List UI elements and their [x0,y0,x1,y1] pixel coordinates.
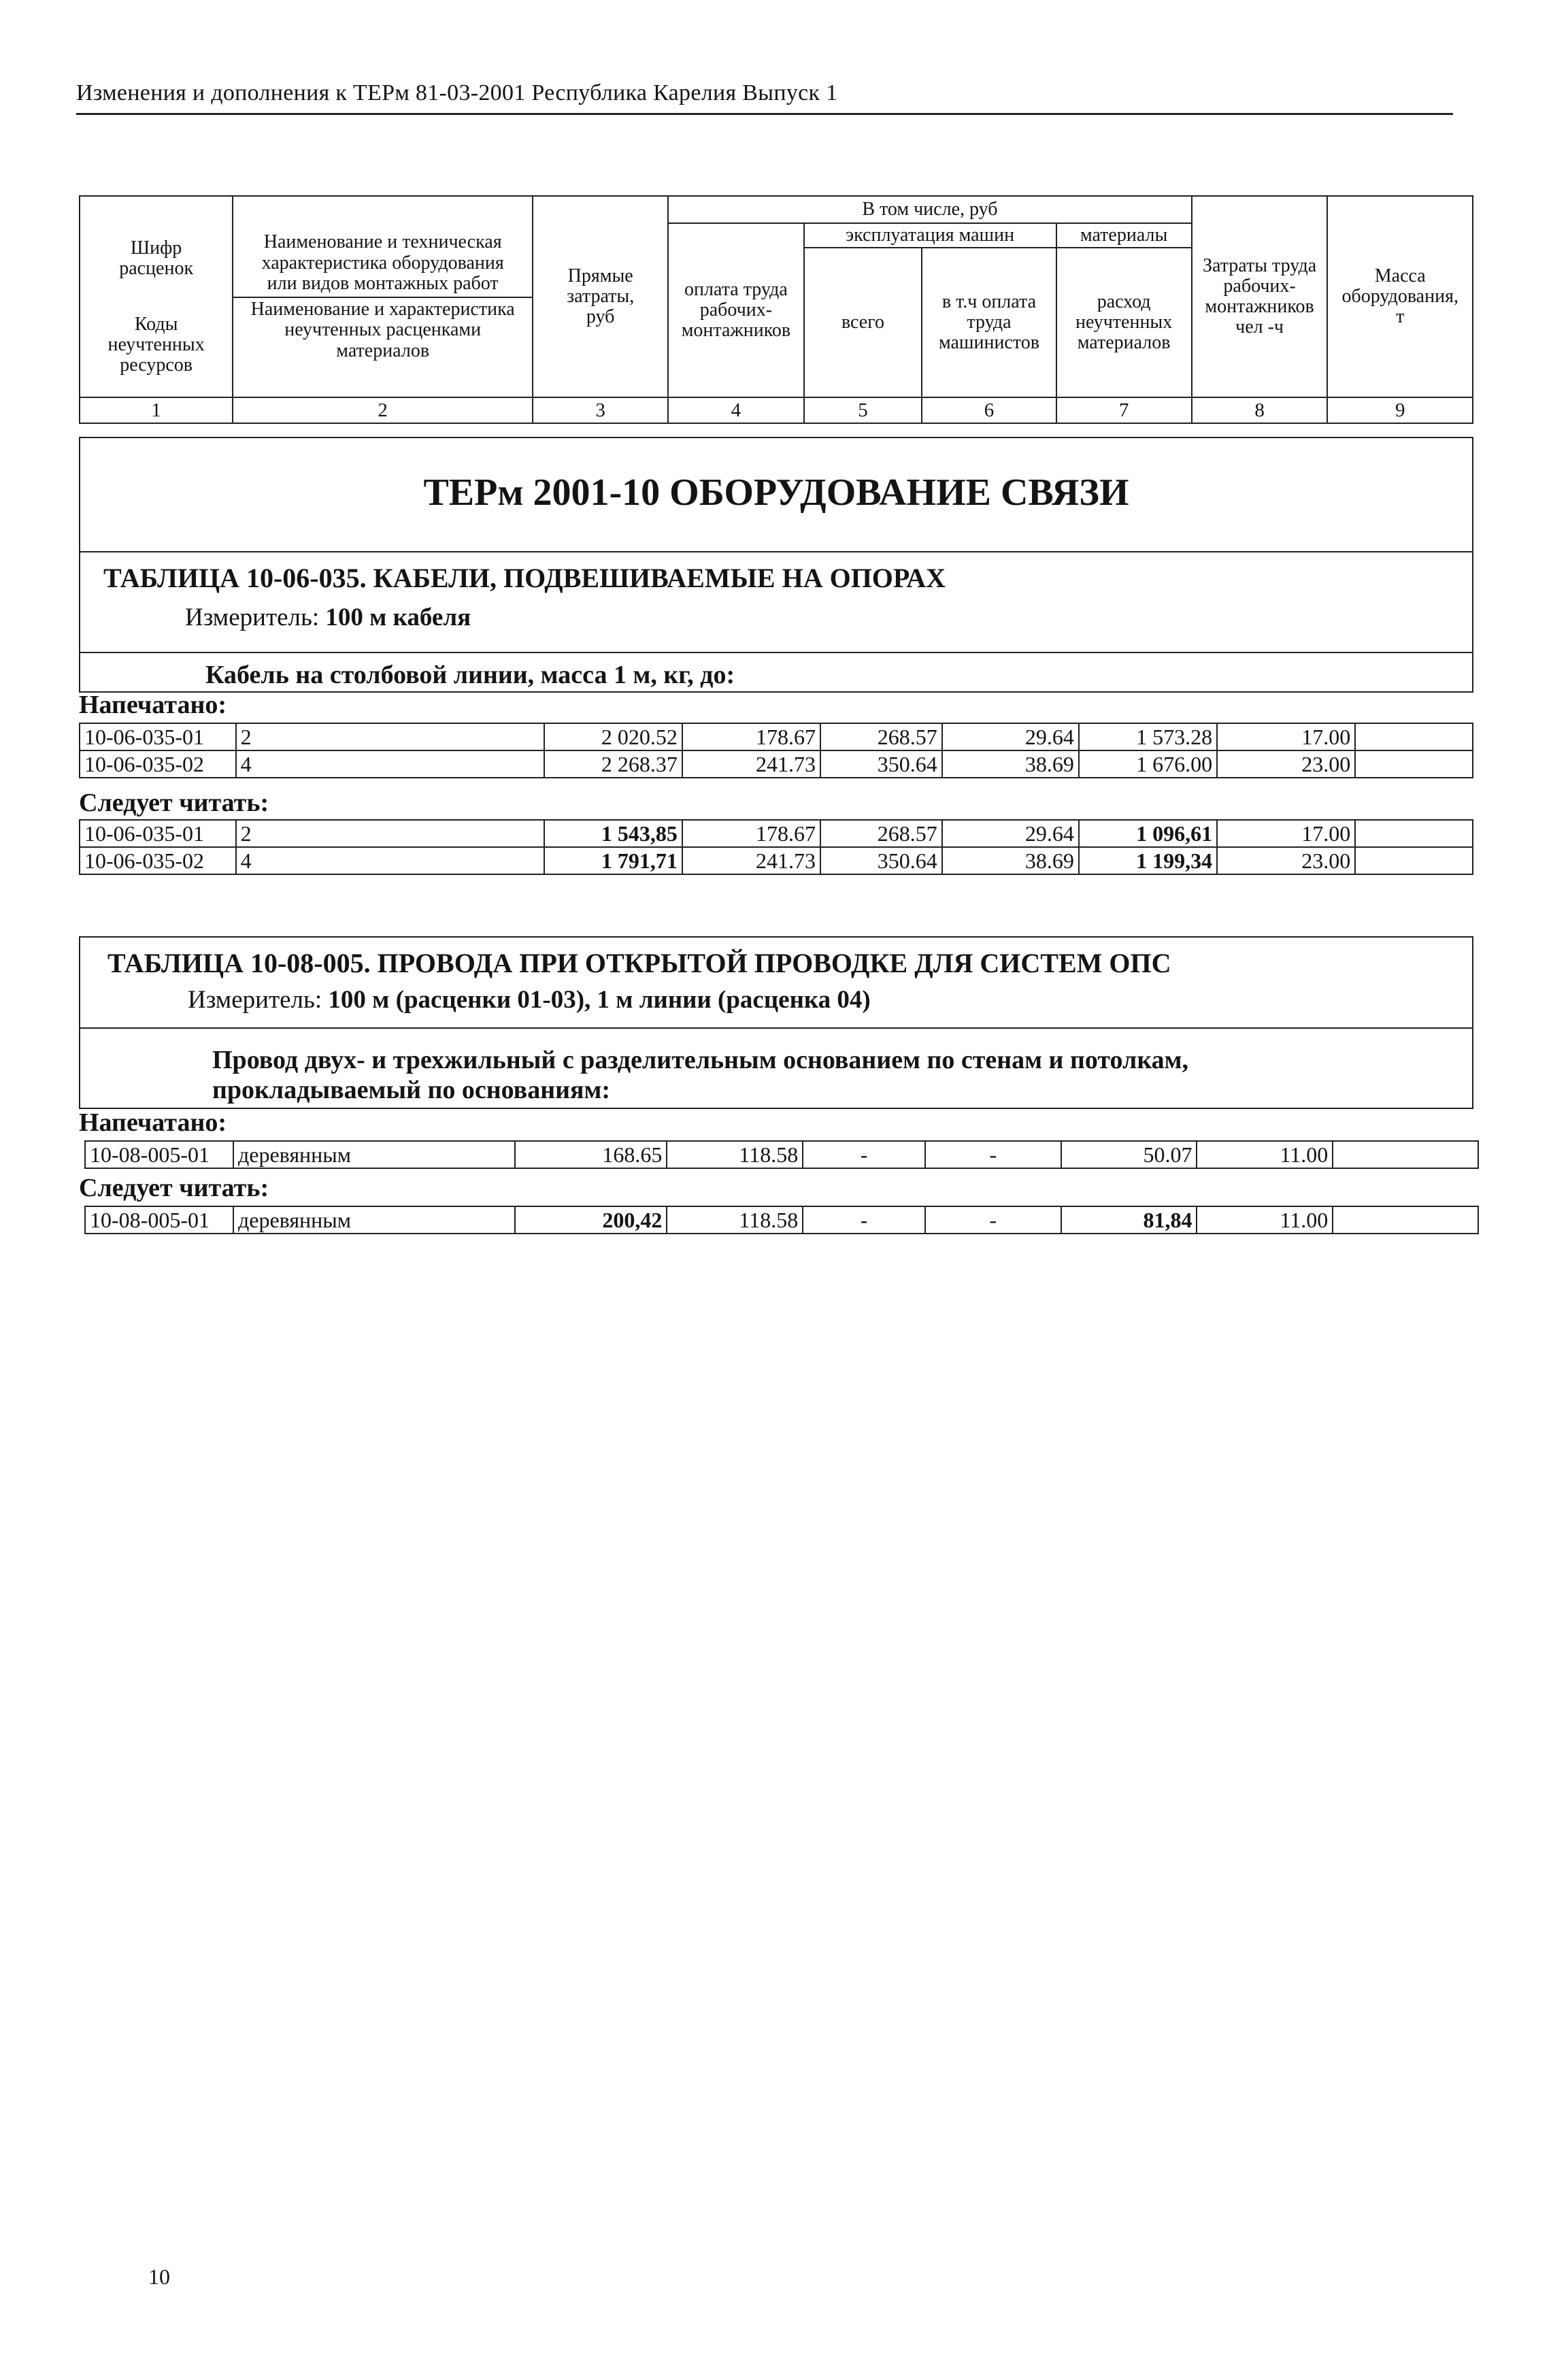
page-number: 10 [148,2264,170,2289]
col-code [80,196,233,397]
table1-printed-label: Напечатано: [79,691,227,719]
table-row [80,847,1473,874]
cell-mass [1355,750,1473,778]
cell-name: 4 [236,847,544,874]
cell-direct: 168.65 [515,1141,667,1168]
col-code-top: Шифр расценок [119,237,194,279]
table2-subtitle-line1: Провод двух- и трехжильный с разделительным основанием по стенам и потолкам, [212,1046,1189,1074]
table2-subtitle-line2: прокладываемый по основаниям: [212,1076,611,1104]
col-number: 4 [668,397,803,423]
col-name-bottom: Наименование и характеристика неучтенных расценками материалов [250,299,515,361]
col-number: 1 [80,397,233,423]
col-machines: эксплуатация машин [804,223,1056,248]
cell-materials: 81,84 [1061,1206,1197,1234]
table2-meter-value: 100 м (расценки 01-03), 1 м линии (расценка 04) [328,986,871,1014]
table1-title: ТАБЛИЦА 10-06-035. КАБЕЛИ, ПОДВЕШИВАЕМЫЕ НА ОПОРАХ [103,563,946,593]
table2-meter-label: Измеритель: [188,986,329,1014]
table2-printed-label: Напечатано: [79,1108,227,1137]
col-direct-costs: Прямые затраты, руб [533,196,668,397]
cell-machinists: 29.64 [942,820,1079,847]
table-row [85,1206,1478,1234]
cell-code: 10-06-035-01 [80,820,236,847]
cell-machines: - [803,1206,925,1234]
cell-materials: 1 676.00 [1079,750,1217,778]
cell-labor: 11.00 [1197,1141,1333,1168]
cell-mass [1333,1206,1478,1234]
cell-mass [1333,1141,1478,1168]
cell-machinists: 38.69 [942,847,1079,874]
cell-wages: 241.73 [682,750,820,778]
col-group-including: В том числе, руб [668,196,1191,223]
cell-materials: 1 199,34 [1079,847,1217,874]
cell-code: 10-06-035-01 [80,723,236,750]
table1-read-label: Следует читать: [79,789,269,817]
cell-labor: 23.00 [1217,847,1355,874]
cell-labor: 17.00 [1217,820,1355,847]
cell-direct: 2 020.52 [544,723,682,750]
table2-header-box [79,936,1473,1029]
table-row [80,723,1473,750]
table2-meter [188,985,871,1014]
cell-materials: 1 096,61 [1079,820,1217,847]
cell-machines: - [803,1141,925,1168]
col-number: 2 [233,397,533,423]
cell-code: 10-08-005-01 [85,1141,233,1168]
table1-read-rows [79,819,1473,875]
cell-wages: 241.73 [682,847,820,874]
cell-materials: 1 573.28 [1079,723,1217,750]
cell-machines: 350.64 [820,750,942,778]
cell-machinists: 29.64 [942,723,1079,750]
col-mass: Масса оборудования, т [1327,196,1473,397]
col-code-bottom: Коды неучтенных ресурсов [107,314,205,376]
col-machines-total: всего [804,248,922,397]
table-row [85,1141,1478,1168]
section-title-box [79,437,1473,552]
cell-code: 10-06-035-02 [80,847,236,874]
running-header: Изменения и дополнения к ТЕРм 81-03-2001 Республика Карелия Выпуск 1 [76,80,838,105]
cell-mass [1355,847,1473,874]
cell-direct: 2 268.37 [544,750,682,778]
table1-meter-value: 100 м кабеля [325,604,471,631]
cell-mass [1355,820,1473,847]
cell-code: 10-06-035-02 [80,750,236,778]
table1-meter-label: Измеритель: [185,604,326,631]
col-wages: оплата труда рабочих-монтажников [668,223,803,397]
table-row [80,820,1473,847]
cell-machinists: - [925,1141,1061,1168]
column-header-table [79,195,1473,424]
cell-materials: 50.07 [1061,1141,1197,1168]
section-title: ТЕРм 2001-10 ОБОРУДОВАНИЕ СВЯЗИ [423,472,1129,514]
cell-machinists: 38.69 [942,750,1079,778]
col-materials-unaccounted: расход неучтенных материалов [1056,248,1192,397]
table2-title: ТАБЛИЦА 10-08-005. ПРОВОДА ПРИ ОТКРЫТОЙ ПРОВОДКЕ ДЛЯ СИСТЕМ ОПС [107,948,1171,978]
col-number: 3 [533,397,668,423]
table1-subtitle: Кабель на столбовой линии, масса 1 м, кг, до: [205,661,735,689]
table2-subtitle-box [79,1027,1473,1109]
col-materials: материалы [1056,223,1192,248]
cell-machinists: - [925,1206,1061,1234]
col-number: 9 [1327,397,1473,423]
col-number: 5 [804,397,922,423]
table2-read-rows [84,1206,1479,1234]
cell-labor: 23.00 [1217,750,1355,778]
cell-name: деревянным [233,1141,515,1168]
col-machinists-wages: в т.ч оплата труда машинистов [922,248,1056,397]
cell-machines: 350.64 [820,847,942,874]
cell-direct: 1 791,71 [544,847,682,874]
cell-direct: 200,42 [515,1206,667,1234]
cell-name: 2 [236,723,544,750]
col-labor: Затраты труда рабочих-монтажников чел -ч [1192,196,1328,397]
cell-wages: 178.67 [682,820,820,847]
table2-printed-rows [84,1140,1479,1169]
col-name-top: Наименование и техническая характеристика оборудования или видов монтажных работ [233,231,532,298]
col-name [233,196,533,397]
table-row [80,750,1473,778]
cell-wages: 178.67 [682,723,820,750]
cell-name: 4 [236,750,544,778]
table1-subtitle-box [79,652,1473,693]
cell-code: 10-08-005-01 [85,1206,233,1234]
cell-machines: 268.57 [820,820,942,847]
table1-header-box [79,551,1473,653]
table1-meter [185,603,471,632]
cell-wages: 118.58 [667,1141,803,1168]
col-number: 6 [922,397,1056,423]
header-rule [76,113,1453,115]
table1-printed-rows [79,723,1473,778]
cell-machines: 268.57 [820,723,942,750]
cell-labor: 11.00 [1197,1206,1333,1234]
table2-read-label: Следует читать: [79,1174,269,1202]
col-number: 7 [1056,397,1192,423]
cell-direct: 1 543,85 [544,820,682,847]
cell-labor: 17.00 [1217,723,1355,750]
cell-name: 2 [236,820,544,847]
cell-name: деревянным [233,1206,515,1234]
col-number: 8 [1192,397,1328,423]
cell-wages: 118.58 [667,1206,803,1234]
cell-mass [1355,723,1473,750]
